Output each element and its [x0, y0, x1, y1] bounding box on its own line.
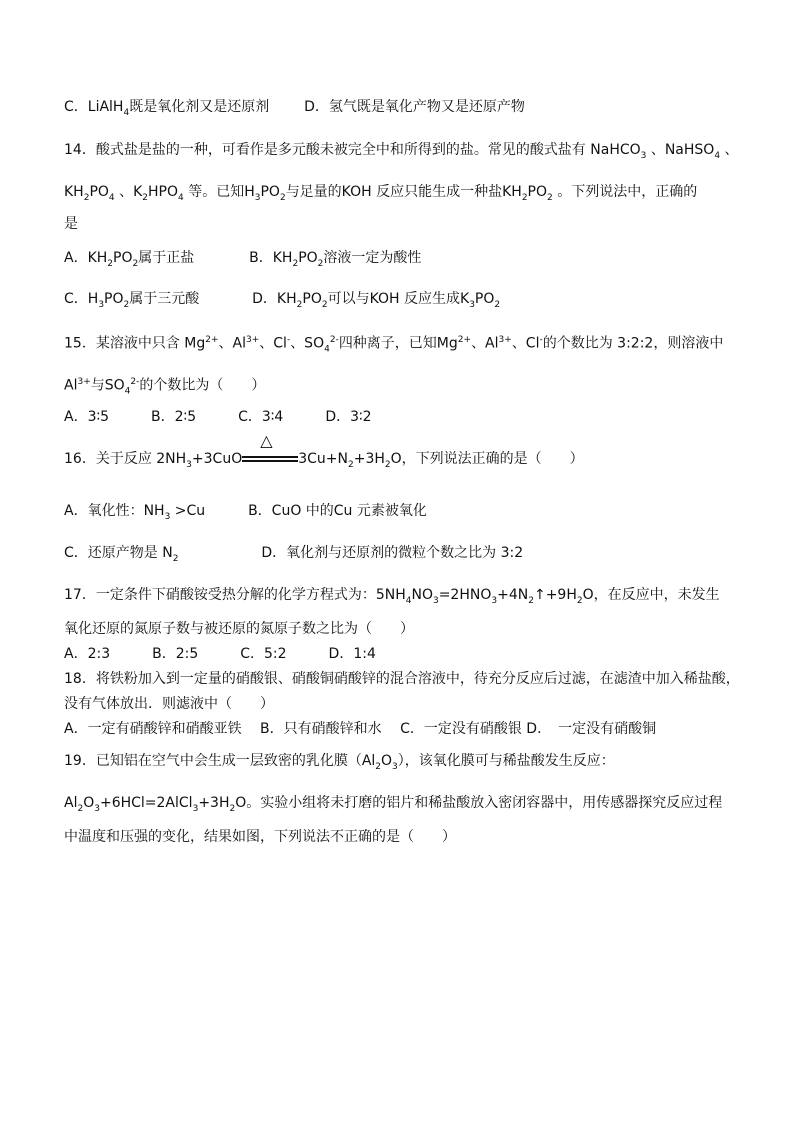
text: C．H [64, 291, 99, 307]
text: ），该氧化膜可与稀盐酸发生反应： [397, 753, 615, 769]
text: 溶液一定为酸性 [323, 250, 422, 266]
text: O [381, 753, 393, 769]
text: 中温度和压强的变化，结果如图，下列说法不正确的是（ ） [64, 829, 456, 845]
sup: 3+ [245, 335, 260, 345]
text: +3H [198, 795, 230, 811]
text: 等。已知H [183, 184, 255, 200]
sub: 3 [98, 299, 105, 310]
text: KH [64, 184, 84, 200]
sub: 2 [132, 258, 139, 269]
q14-options-ab [64, 249, 421, 273]
sub: 2 [292, 258, 299, 269]
sup: - [539, 335, 543, 345]
q17-stem-line2 [64, 620, 414, 638]
sup: - [286, 335, 291, 345]
q13-option-d: D．氢气既是氧化产物又是还原产物 [304, 99, 525, 115]
text: >Cu [170, 503, 206, 519]
text: Al [64, 377, 78, 394]
text: 3Cu+N [298, 451, 348, 467]
sub: 4 [123, 107, 130, 118]
text: 、Cl [511, 335, 540, 352]
q16-stem [64, 431, 584, 474]
sub: 2 [83, 192, 90, 203]
sub: 4 [178, 192, 184, 203]
sup: 2- [130, 377, 140, 387]
sub: 3 [164, 511, 171, 522]
q19-stem-line2 [64, 794, 722, 818]
q14-option-a [64, 250, 195, 269]
sub: 2 [321, 299, 328, 310]
sub: 3 [94, 803, 100, 814]
text: 可以与KOH 反应生成K [327, 291, 470, 307]
text: PO [474, 291, 495, 307]
sub: 2 [528, 595, 534, 606]
text: Al [64, 795, 78, 811]
sub: 3 [392, 761, 398, 772]
sup: 2+ [457, 335, 472, 345]
sub: 4 [124, 386, 131, 397]
sub: 2 [296, 299, 303, 310]
q13-option-c: C．LiAlH [64, 99, 124, 115]
sub: 2 [494, 299, 501, 310]
sup: 3+ [77, 377, 91, 387]
q15-stem-line2 [64, 373, 265, 400]
text: O，下列说法正确的是（ ） [390, 451, 584, 467]
text: 的个数比为（ ） [139, 377, 266, 394]
text: 。下列说法中，正确的 [552, 184, 698, 200]
sup: 2- [329, 335, 339, 345]
text: NO [411, 587, 433, 603]
text: 既是氧化剂又是还原剂 [129, 99, 270, 115]
text: 与足量的KOH 反应只能生成一种盐KH [285, 184, 522, 200]
text: 、Cl [259, 335, 287, 352]
text: PO [113, 250, 133, 266]
text: 、Al [471, 335, 499, 352]
sub: 3 [432, 595, 439, 606]
q14-option-d [252, 291, 501, 310]
q19-stem-line1 [64, 752, 615, 776]
text: O [83, 795, 95, 811]
text: +6HCl=2AlCl [99, 795, 193, 811]
q17-options [64, 645, 376, 663]
text: 、NaHSO [646, 142, 715, 158]
sup: 2+ [205, 335, 219, 345]
q14-option-b [249, 250, 422, 269]
sub: 2 [172, 553, 179, 564]
text: 15．某溶液中只含 Mg [64, 335, 206, 352]
q14-stem-line2 [64, 183, 697, 207]
sub: 4 [324, 344, 330, 355]
q16-option-c [64, 545, 179, 564]
text: 没有气体放出．则滤液中（ ） [64, 696, 274, 712]
text: B．KH [249, 250, 293, 266]
text: O，在反应中，未发生 [582, 587, 720, 603]
text: PO [104, 291, 124, 307]
sub: 3 [186, 459, 192, 470]
text: 四种离子，已知Mg [338, 335, 458, 352]
sub: 2 [107, 258, 114, 269]
q17-stem-line1 [64, 586, 720, 610]
text: 是 [64, 216, 78, 232]
sup: 3+ [498, 335, 512, 345]
text: =2HNO [438, 587, 492, 603]
text: 的个数比为 3:2:2，则溶液中 [542, 335, 724, 352]
text: 属于正盐 [138, 250, 195, 266]
q14-options-cd [64, 290, 500, 314]
sub: 2 [375, 761, 382, 772]
text: PO [298, 250, 318, 266]
sub: 4 [405, 595, 412, 606]
q16-option-b: B．CuO 中的Cu 元素被氧化 [248, 503, 427, 519]
sub: 2 [279, 192, 286, 203]
sub: 2 [142, 192, 149, 203]
sub: 4 [108, 192, 115, 203]
sub: 2 [123, 299, 130, 310]
text: 、SO [290, 335, 325, 352]
q14-stem-line3 [64, 215, 78, 233]
text: PO [89, 184, 109, 200]
q16-option-a [64, 503, 206, 522]
text: A．一定有硝酸锌和硝酸亚铁 B．只有硝酸锌和水 C．一定没有硝酸银 D． 一定没有硝酸铜 [64, 721, 657, 737]
text: +4N [497, 587, 529, 603]
text: PO [302, 291, 322, 307]
text: +3CuO [191, 451, 243, 467]
text: PO [527, 184, 548, 200]
sub: 3 [254, 192, 261, 203]
sub: 2 [547, 192, 553, 203]
q18-stem-line2 [64, 695, 274, 713]
heat-equation-sign [242, 431, 298, 464]
q18-options [64, 720, 656, 738]
text: 、Al [218, 335, 246, 352]
q16-options-cd [64, 544, 523, 568]
sub: 2 [576, 595, 583, 606]
sub: 2 [521, 192, 528, 203]
q16-options-ab [64, 502, 427, 526]
q14-option-c [64, 291, 200, 310]
sub: 2 [317, 258, 324, 269]
sub: 4 [714, 150, 721, 161]
sub: 2 [77, 803, 84, 814]
bar [242, 456, 298, 458]
text: O。实验小组将未打磨的铝片和稀盐酸放入密闭容器中，用传感器探究反应过程 [235, 795, 723, 811]
text: 属于三元酸 [129, 291, 200, 307]
q14-stem-line1 [64, 141, 739, 165]
sub: 2 [384, 459, 391, 470]
q13-options [64, 98, 525, 122]
q19-stem-line3 [64, 828, 456, 846]
text: 14．酸式盐是盐的一种，可看作是多元酸未被完全中和所得到的盐。常见的酸式盐有 NaHCO [64, 142, 641, 158]
sub: 3 [469, 299, 475, 310]
sub: 2 [347, 459, 354, 470]
text: C．还原产物是 N [64, 545, 173, 561]
text: HPO [148, 184, 179, 200]
sub: 3 [491, 595, 498, 606]
q15-stem-line1 [64, 331, 723, 358]
text: +3H [353, 451, 385, 467]
text: PO [260, 184, 280, 200]
text: 氧化还原的氮原子数与被还原的氮原子数之比为（ ） [64, 621, 414, 637]
text: ↑+9H [533, 587, 577, 603]
text: A．氧化性：NH [64, 503, 165, 519]
text: 18．将铁粉加入到一定量的硝酸银、硝酸铜硝酸锌的混合溶液中，待充分反应后过滤，在滤渣中加入稀盐酸， [64, 671, 740, 687]
text: D．KH [252, 291, 297, 307]
text: 19．已知铝在空气中会生成一层致密的乳化膜（Al [64, 753, 376, 769]
sub: 3 [192, 803, 199, 814]
text: 16．关于反应 2NH [64, 451, 187, 467]
bar [242, 460, 298, 462]
q16-option-d: D．氧化剂与还原剂的微粒个数之比为 3:2 [261, 545, 524, 561]
text: 、 [720, 142, 739, 158]
q18-stem-line1 [64, 670, 740, 688]
text: 与SO [90, 377, 125, 394]
q15-options [64, 408, 372, 426]
text: 、K [114, 184, 143, 200]
text: A．2:3 B．2:5 C．5:2 D．1:4 [64, 646, 376, 662]
text: A．KH [64, 250, 108, 266]
text: 17．一定条件下硝酸铵受热分解的化学方程式为：5NH [64, 587, 406, 603]
delta-icon: △ [260, 431, 273, 450]
text: A．3∶5 B．2∶5 C．3∶4 D．3∶2 [64, 409, 372, 425]
sub: 3 [640, 150, 647, 161]
sub: 2 [229, 803, 236, 814]
